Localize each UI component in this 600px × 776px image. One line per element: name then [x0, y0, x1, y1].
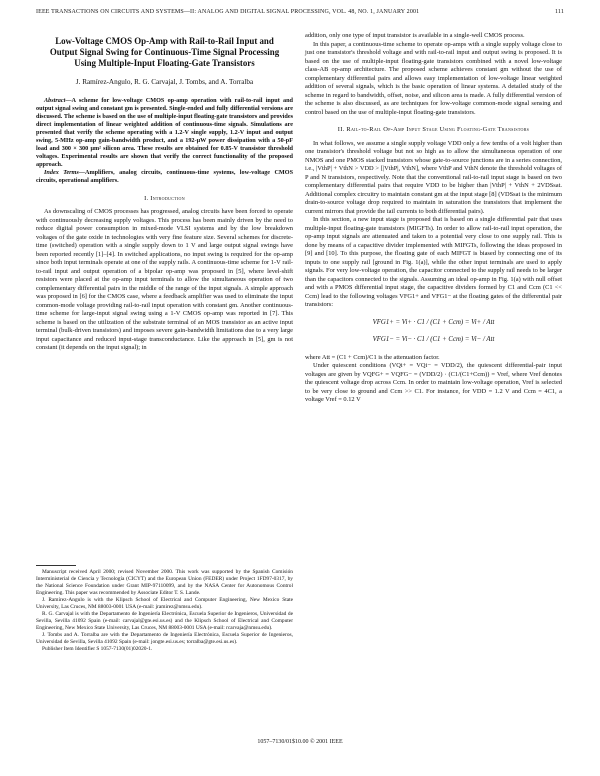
- footnote-author-1: J. Ramírez-Angulo is with the Klipsch School of Electrical and Computer Engineering, New Mexico State University, Las Cruces, NM 88003-0001 USA (e-mail: jramirez@nmsu.edu).: [36, 597, 293, 610]
- abstract-text: A scheme for low-voltage CMOS op-amp operation with rail-to-rail input and output signal swing and constant gm is presented. Single-ended and fully differential versions are discussed. The scheme is based on the use of multiple-input floating-gate transistors and provides direct implementation of linear weighted addition of continuous-time signals. Simulations are presented that verify the scheme operating with a 1.2-V single supply, 1.2-V input and output swing, 5-MHz op-amp gain-bandwidth product, and a 192-μW power dissipation with a 50-pF load and 300 × 300 μm² silicon area. These results are obtained for 0.85-V transistor threshold voltages. Experimental results are shown that verify the correct functionality of the proposed approach.: [36, 96, 293, 169]
- section-heading-input-stage: II. Rail-to-Rail Op-Amp Input Stage Using Floating-Gate Transistors: [337, 126, 530, 133]
- footnote-manuscript: Manuscript received April 2000; revised November 2000. This work was supported by the Spanish Comisión Interministerial de Ciencia y Tecnología (CICYT) and the European Union (FEDER) under Project 1FD97-0317, by the National Science Foundation under Grant MIP-97110099, and by the NASA Center for Autonomous Control Engineering. This paper was recommended by Associate Editor T. S. Lande.: [36, 569, 293, 596]
- footnotes: [36, 565, 293, 653]
- index-terms: [36, 169, 293, 185]
- intro-paragraph: As downscaling of CMOS processes has progressed, analog circuits have been forced to operate with continuously decreasing supply voltages. This process has been mainly driven by the need to reduce digital power consumption in mixed-mode VLSI systems and by the low breakdown voltages of the gate oxide in technologies with very fine feature size. Several schemes for discrete-time (switched) operation with a single supply down to 1 V and large output signal swings have been reported recently [1]–[4]. In switched applications, no input swing is required for the op-amp since both input terminals operate at one of the supply rails. A continuous-time scheme for 1-V rail-to-rail input and output operation of a bipolar op-amp was proposed in [5], where level-shift resistors were placed at the op-amp input terminals to allow the simultaneous operation of two complementary differential pairs in the middle of the range of the input signals. A simple approach was proposed in [6] for the CMOS case, where a feedback amplifier was used to eliminate the input common-mode voltage providing rail-to-rail input operation with constant gm. Another continuous-time scheme for large-input signal swing using a 1-V CMOS op-amp was reported in [7]. This scheme is based on the utilization of the substrate terminal of an MOS transistor as an active input terminal (bulk-driven transistors) and imposes severe gain-bandwidth limitations due to a very large input capacitance and reduced input-stage transconductance. Like the approach in [5], gm is not constant (it depends on the input signal); in: [36, 208, 293, 352]
- abstract-label: Abstract—: [44, 96, 72, 104]
- right-column: [305, 32, 562, 405]
- paper-title: Low-Voltage CMOS Op-Amp with Rail-to-Rail Input and Output Signal Swing for Continuous-Time Signal Processing Using Multiple-Input Floating-Gate Transistors: [49, 36, 280, 68]
- running-head-text: IEEE TRANSACTIONS ON CIRCUITS AND SYSTEMS—II: ANALOG AND DIGITAL SIGNAL PROCESSING, VOL. 48, NO. 1, JANUARY 2001: [36, 9, 420, 15]
- paper-authors: J. Ramírez-Angulo, R. G. Carvajal, J. Tombs, and A. Torralba: [75, 78, 254, 86]
- continued-paragraph: addition, only one type of input transistor is available in a single-well CMOS process.: [305, 32, 525, 39]
- equation-1: VFG1+ = Vi+ · C1 / (C1 + Ccm) = Vi+ / Att: [372, 318, 495, 326]
- abstract: [36, 97, 293, 170]
- index-terms-text: Amplifiers, analog circuits, continuous-time systems, low-voltage CMOS circuits, operational amplifiers.: [36, 169, 294, 185]
- footnote-author-2: R. G. Carvajal is with the Departamento de Ingeniería Electrónica, Escuela Superior de Ingenieros, Universidad de Sevilla, Sevilla 41092 Spain (e-mail: carvajal@gte.esi.us.es) and the Klipsch School of Electrical and Computer Engineering, New Mexico State University, Las Cruces, NM 88003-0001 USA (e-mail: rcarvaja@nmsu.edu).: [36, 611, 293, 631]
- section2-paragraph-2: In this section, a new input stage is proposed that is based on a single differential pair that uses multiple-input floating-gate transistors (MIGFTs). In order to allow rail-to-rail input operation, the op-amp input signals are attenuated and taken to a potential very close to one supply rail. This is done by means of a capacitive divider implemented with MIFGTs, following the ideas proposed in [9] and [10]. To this purpose, the floating gate of each MIFGT is biased by connecting one of its inputs to one supply rail [ground in Fig. 1(a)], while the other input terminals are used to apply signals. For very low-voltage operation, the capacitor connected to the supply rail needs to be larger than the capacitors connected to the signals. Assuming an ideal op-amp in Fig. 1(a) with null offset and with a PMOS differential input stage, the capacitive dividers formed by C1 and Ccm (C1 << Ccm) lead to the following voltages VFG1+ and VFG1− at the floating gates of the differential pair transistors:: [305, 216, 562, 308]
- section2-paragraph-1: In what follows, we assume a single supply voltage VDD only a few tenths of a volt higher than one transistor's threshold voltage but not so high as to allow the simultaneous operation of one NMOS and one PMOS stacked transistors whose gate-to-source junctions are in a series connection, i.e., |VthP| + VthN > VDD > [|VthP|, VthN], where VthP and VthN denote the threshold voltages of P and N transistors, respectively. Note that the conventional rail-to-rail input stage is based on two complementary differential pairs that require VDD to be higher than |VthP| + VthN + 2VDSsat. Additional complex circuitry to maintain constant gm at the input stage [8] (VDSsat is the minimum drain-to-source voltage drop required to maintain in saturation the transistors that implement the current mirrors that provide the tail currents to both differential pairs).: [305, 139, 562, 215]
- section-heading-introduction: I. Introduction: [144, 194, 185, 202]
- section2-paragraph-3: where Att = (C1 + Ccm)/C1 is the attenuation factor.: [305, 353, 440, 361]
- section2-paragraph-4: Under quiescent conditions (VQi+ = VQi− = VDD/2), the quiescent differential-pair input voltages are given by VQFG+ = VQFG− = (VDD/2) · (C1/(C1+Ccm)) = Vref, where Vref denotes the quiescent voltage drop across Ccm. In order to maintain low-voltage operation, Vref is selected to be very close to ground and Ccm >> C1. For instance, for VDD = 1.2 V and Ccm = 4C1, a voltage Vref = 0.12 V: [305, 362, 562, 403]
- equation-2: VFG1− = Vi− · C1 / (C1 + Ccm) = Vi− / Att: [372, 336, 495, 343]
- page-number: 111: [554, 9, 564, 15]
- footnote-rule: [36, 565, 76, 566]
- footnote-author-3: J. Tombs and A. Torralba are with the Departamento de Ingeniería Electrónica, Escuela Superior de Ingenieros, Universidad de Sevilla, Sevilla 41092 Spain (e-mail: jongte.esi.us.es; torralba@gte.esi.us.es).: [36, 632, 293, 645]
- footnote-publisher-id: Publisher Item Identifier S 1057-7130(01)02020-1.: [42, 646, 153, 652]
- running-head: [36, 9, 564, 15]
- copyright-footer: 1057–7130/01$10.00 © 2001 IEEE: [257, 739, 343, 745]
- index-terms-label: Index Terms—: [44, 169, 85, 177]
- left-column: [36, 32, 293, 353]
- paper-overview-paragraph: In this paper, a continuous-time scheme to operate op-amps with a single supply voltage close to just one transistor's threshold voltage and with rail-to-rail input and output swing is proposed. It is based on the use of multiple-input floating-gate transistors combined with a novel low-voltage class-AB op-amp architecture. The proposed scheme achieves constant gm without the use of complementary differential pairs and allows easy implementation of low-voltage linear weighted addition of several signals, which is the basic operation of linear systems. A detailed study of the scheme in regard to bandwidth, offset, noise, and silicon area is made. A fully differential version of the scheme is also discussed, as are techniques for low-voltage common-mode signal sensing and control based on the use of multiple-input floating-gate transistors.: [305, 40, 562, 116]
